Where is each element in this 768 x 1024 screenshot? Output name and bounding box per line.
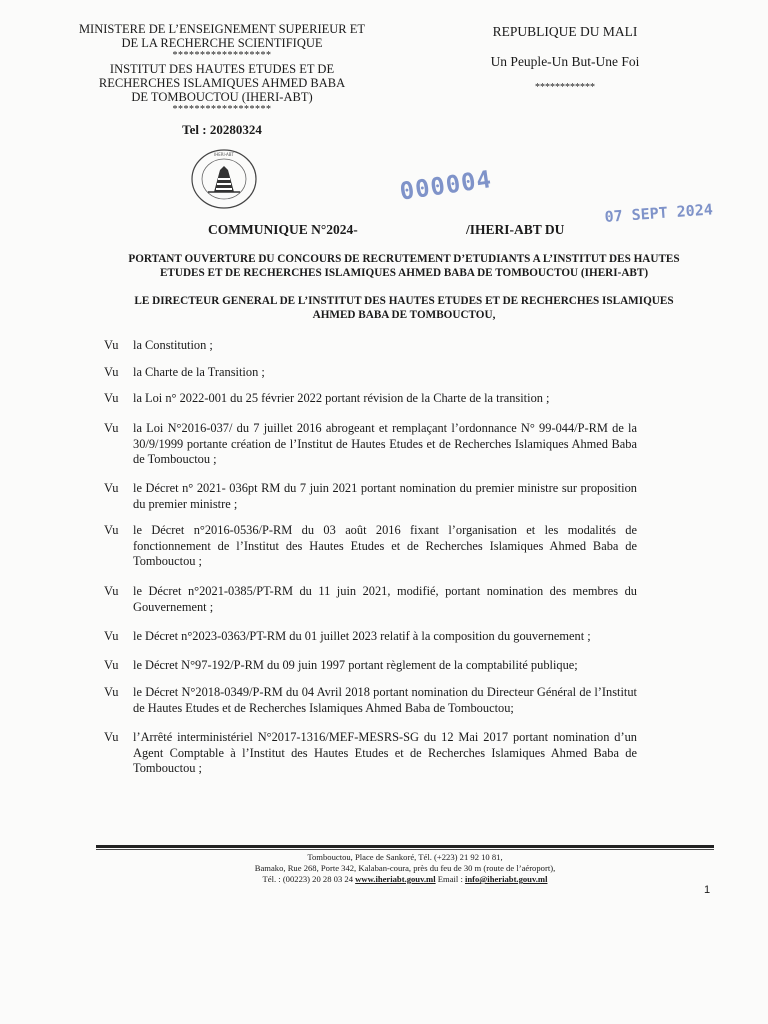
vu-text: la Constitution ; [133,338,213,352]
telephone: Tel : 20280324 [182,122,262,137]
vu-text: le Décret n°2023-0363/PT-RM du 01 juillet 2023 relatif à la composition du gouvernement ; [133,629,591,643]
institute-seal [190,148,258,210]
director-heading [94,294,714,322]
page-number: 1 [704,884,711,896]
email-label: Email : [437,874,463,884]
vu-label: Vu [104,391,119,405]
vu-label: Vu [104,338,119,352]
vu-label: Vu [104,584,119,598]
ministry-header [62,22,382,137]
stars-separator-right: ************ [535,82,595,93]
stamp-date: 07 SEPT 2024 [604,200,714,226]
stars-separator-1: ****************** [172,50,272,61]
communique-number: COMMUNIQUE N°2024- [208,222,358,237]
vu-text: le Décret N°97-192/P-RM du 09 juin 1997 portant règlement de la comptabilité publique; [133,658,578,672]
footer-phone: Tél. : (00223) 20 28 03 24 [262,874,353,884]
national-motto: Un Peuple-Un But-Une Foi [490,54,640,69]
vu-text: la Charte de la Transition ; [133,365,265,379]
vu-label: Vu [104,365,119,379]
vu-text: le Décret N°2018-0349/P-RM du 04 Avril 2018 portant nomination du Directeur Général de l’Institut de Hautes Etudes et de Recherches Islamiques Ahmed Baba de Tombouctou; [133,685,637,715]
institute-line-3: DE TOMBOUCTOU (IHERI-ABT) [131,90,313,104]
svg-text:IHERI-ABT: IHERI-ABT [214,152,234,157]
director-line-2: AHMED BABA DE TOMBOUCTOU, [312,309,496,321]
vu-text: le Décret n°2016-0536/P-RM du 03 août 2016 fixant l’organisation et les modalités de fonctionnement de l’Institut des Hautes Etudes et de Recherches Islamiques Ahmed Baba de Tombouctou ; [133,523,637,568]
footer-rule-thin [96,849,714,850]
institute-line-1: INSTITUT DES HAUTES ETUDES ET DE [109,62,335,76]
website-link[interactable]: www.iheriabt.gouv.ml [355,874,436,884]
communique-reference: /IHERI-ABT DU [466,222,565,237]
institute-line-2: RECHERCHES ISLAMIQUES AHMED BABA [98,76,346,90]
stamp-number: 000004 [398,165,494,206]
vu-text: le Décret n° 2021- 036pt RM du 7 juin 2021 portant nomination du premier ministre sur proposition du premier ministre ; [133,481,637,511]
ministry-line-1: MINISTERE DE L’ENSEIGNEMENT SUPERIEUR ET [78,22,366,36]
republic-header [470,24,660,93]
email-link[interactable]: info@iheriabt.gouv.ml [464,874,548,884]
subject-line-1: PORTANT OUVERTURE DU CONCOURS DE RECRUTEMENT D’ETUDIANTS A L’INSTITUT DES HAUTES [128,253,680,265]
seal-logo-icon [190,148,258,210]
stars-separator-2: ****************** [172,104,272,115]
vu-label: Vu [104,685,119,699]
footer-rule [96,845,714,848]
vu-label: Vu [104,421,119,435]
footer-line-3 [150,874,660,885]
communique-subject [94,252,714,280]
footer-line-2: Bamako, Rue 268, Porte 342, Kalaban-coura, près du feu de 30 m (route de l’aéroport), [254,863,556,873]
ministry-line-2: DE LA RECHERCHE SCIENTIFIQUE [121,36,323,50]
footer-line-1: Tombouctou, Place de Sankoré, Tél. (+223) 21 92 10 81, [307,852,503,862]
vu-text: l’Arrêté interministériel N°2017-1316/MEF-MESRS-SG du 12 Mai 2017 portant nomination d’un Agent Comptable à l’Institut des Hautes Etudes et de Recherches Islamiques Ahmed Baba de Tombouctou ; [133,730,637,775]
vu-label: Vu [104,481,119,495]
vu-label: Vu [104,658,119,672]
director-line-1: LE DIRECTEUR GENERAL DE L’INSTITUT DES HAUTES ETUDES ET DE RECHERCHES ISLAMIQUES [134,295,674,307]
country-name: REPUBLIQUE DU MALI [492,24,638,39]
vu-label: Vu [104,730,119,744]
vu-text: la Loi N°2016-037/ du 7 juillet 2016 abrogeant et remplaçant l’ordonnance N° 99-044/P-RM de la 30/9/1999 portante création de l’Institut de Hautes Etudes et de Recherches Islamiques Ahmed Baba de Tombouctou ; [133,421,637,466]
subject-line-2: ETUDES ET DE RECHERCHES ISLAMIQUES AHMED BABA DE TOMBOUCTOU (IHERI-ABT) [159,267,649,279]
vu-label: Vu [104,523,119,537]
footer-contact [150,852,660,885]
vu-text: le Décret n°2021-0385/PT-RM du 11 juin 2021, modifié, portant nomination des membres du Gouvernement ; [133,584,637,614]
vu-text: la Loi n° 2022-001 du 25 février 2022 portant révision de la Charte de la transition ; [133,391,550,405]
vu-label: Vu [104,629,119,643]
